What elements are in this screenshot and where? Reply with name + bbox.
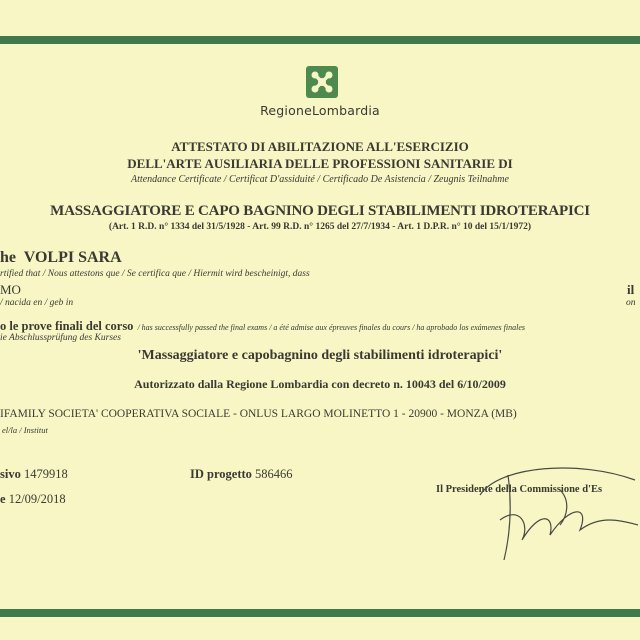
- institute: IFAMILY SOCIETA' COOPERATIVA SOCIALE - ONLUS LARGO MOLINETTO 1 - 20900 - MONZA (MB): [0, 408, 517, 420]
- title-line-2: DELL'ARTE AUSILIARIA DELLE PROFESSIONI SANITARIE DI: [127, 156, 513, 171]
- birthplace: MO: [0, 282, 21, 297]
- birth-date-label: il: [627, 282, 635, 297]
- project-id: [190, 468, 293, 481]
- project-value: 586466: [255, 467, 293, 481]
- top-green-band: [0, 36, 640, 44]
- issue-date-value: 12/09/2018: [8, 492, 66, 506]
- title-translation: Attendance Certificate / Certificat D'assiduité / Certificado De Asistencia / Zeugnis Teilnahme: [131, 174, 509, 185]
- birth-translation: / nacida en / geb in: [0, 298, 74, 308]
- legal-reference: (Art. 1 R.D. n° 1334 del 31/5/1928 - Art. 99 R.D. n° 1265 del 27/7/1934 - Art. 1 D.P.R. n° 10 del 15/1/1972): [108, 222, 532, 232]
- authorization: Autorizzato dalla Regione Lombardia con decreto n. 10043 del 6/10/2009: [134, 377, 506, 391]
- passed-translation-de: ie Abschlussprüfung des Kurses: [0, 333, 121, 343]
- holder-name: VOLPI SARA: [23, 249, 122, 266]
- birth-date-translation: on: [626, 298, 636, 308]
- progressive-label: sivo: [0, 467, 21, 481]
- issue-date-label: e: [0, 492, 6, 506]
- course-name: 'Massaggiatore e capobagnino degli stabilimenti idroterapici': [137, 348, 503, 363]
- institute-translation: el/la / Institut: [2, 425, 48, 435]
- certify-line: [0, 250, 122, 266]
- passed-translation: / has successfully passed the final exams / a été admise aux épreuves finales du cours / ha aprobado los exámenes finales: [137, 323, 525, 332]
- bottom-green-band: [0, 609, 640, 617]
- project-label: ID progetto: [190, 467, 252, 481]
- passed-label: o le prove finali del corso: [0, 319, 134, 333]
- regione-lombardia-logo-icon: [306, 66, 338, 98]
- profession-title: MASSAGGIATORE E CAPO BAGNINO DEGLI STABILIMENTI IDROTERAPICI: [50, 203, 590, 219]
- president-signature: [460, 455, 640, 565]
- certify-translation: rtified that / Nous attestons que / Se certifica que / Hiermit wird bescheinigt, dass: [0, 269, 310, 279]
- passed-line: [0, 318, 640, 334]
- president-label: Il Presidente della Commissione d'Es: [436, 484, 603, 495]
- brand-name: RegioneLombardia: [260, 103, 380, 118]
- issue-date: [0, 493, 66, 506]
- progressive-number: [0, 468, 68, 481]
- progressive-value: 1479918: [23, 467, 68, 481]
- title-line-1: ATTESTATO DI ABILITAZIONE ALL'ESERCIZIO: [171, 139, 469, 154]
- certify-prefix: he: [0, 249, 16, 266]
